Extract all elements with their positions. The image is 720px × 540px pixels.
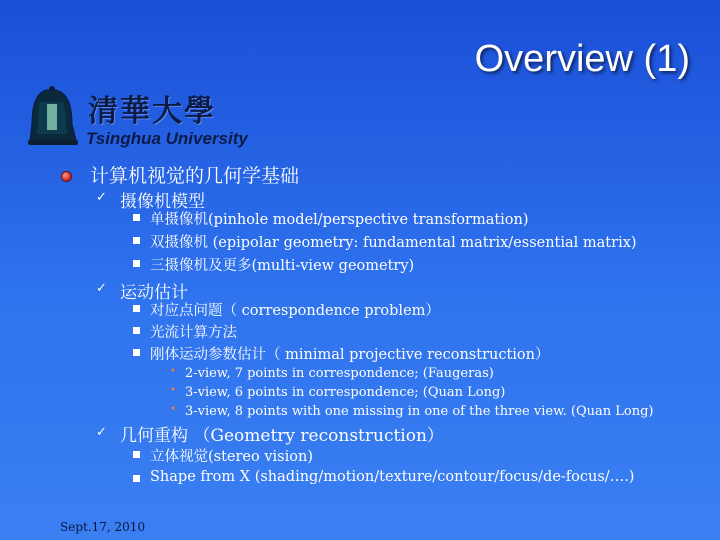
checkmark-icon: ✓ (96, 425, 107, 440)
list-item: 刚体运动参数估计（ minimal projective reconstruction） (150, 347, 550, 363)
checkmark-icon: ✓ (96, 190, 107, 205)
sub-list-item: 3-view, 8 points with one missing in one of the three view. (Quan Long) (185, 404, 654, 419)
logo-english-name: Tsinghua University (86, 129, 248, 148)
square-bullet-icon (133, 349, 140, 356)
section-heading: 运动估计 (120, 283, 188, 303)
list-item: 三摄像机及更多(multi-view geometry) (150, 258, 415, 274)
section-heading: 几何重构 （Geometry reconstruction） (120, 426, 444, 446)
dot-bullet-icon: • (170, 404, 176, 415)
square-bullet-icon (133, 451, 140, 458)
main-bullet-text: 计算机视觉的几何学基础 (90, 165, 300, 187)
list-item: Shape from X (shading/motion/texture/contour/focus/de-focus/….) (150, 469, 635, 485)
slide-title: Overview (1) (474, 38, 690, 80)
square-bullet-icon (133, 305, 140, 312)
section-heading: 摄像机模型 (120, 192, 205, 212)
square-bullet-icon (133, 327, 140, 334)
bell-icon (28, 86, 78, 145)
list-item: 立体视觉(stereo vision) (150, 449, 313, 465)
square-bullet-icon (133, 237, 140, 244)
list-item: 双摄像机 (epipolar geometry: fundamental matrix/essential matrix) (150, 235, 637, 251)
sub-list-item: 2-view, 7 points in correspondence; (Faugeras) (185, 366, 494, 381)
square-bullet-icon (133, 214, 140, 221)
checkmark-icon: ✓ (96, 281, 107, 296)
dot-bullet-icon: • (170, 366, 176, 377)
square-bullet-icon (133, 260, 140, 267)
square-bullet-icon (133, 475, 140, 482)
logo-chinese-name: 清華大學 (88, 94, 216, 129)
list-item: 光流计算方法 (150, 325, 237, 341)
red-round-bullet-icon (62, 172, 71, 181)
footer-date: Sept.17, 2010 (60, 520, 146, 534)
list-item: 对应点问题（ correspondence problem） (150, 303, 440, 319)
dot-bullet-icon: • (170, 385, 176, 396)
sub-list-item: 3-view, 6 points in correspondence; (Quan Long) (185, 385, 506, 400)
list-item: 单摄像机(pinhole model/perspective transformation) (150, 212, 529, 228)
